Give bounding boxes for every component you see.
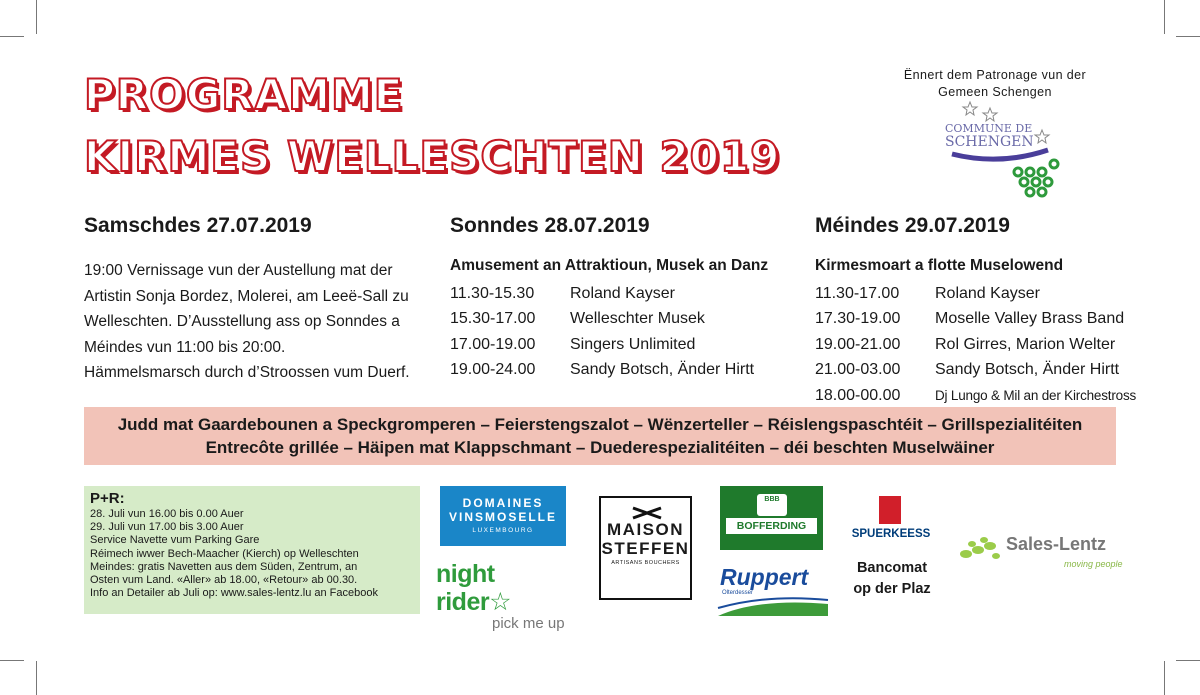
schedule-time: 19.00-24.00 <box>450 361 536 379</box>
schedule-act: Rol Girres, Marion Welter <box>935 335 1116 353</box>
schedule-act: Roland Kayser <box>570 284 675 302</box>
vinsmoselle-text: VINSMOSELLE <box>448 510 557 524</box>
poster-title-line1: PROGRAMME <box>84 70 404 119</box>
schedule-act: Roland Kayser <box>935 284 1040 302</box>
sunday-subtitle: Amusement an Attraktioun, Musek an Danz <box>450 257 769 274</box>
bofferding-text: BOFFERDING <box>726 518 817 534</box>
food-line2: Entrecôte grillée – Häipen mat Klappschmant – Duederespezialitéiten – déi beschten Muselwäiner <box>205 438 995 457</box>
bancomat-notice <box>836 558 948 600</box>
schedule-time: 19.00-21.00 <box>815 335 901 353</box>
commune-logo-text-2: SCHENGEN <box>945 134 1034 150</box>
schedule-act: Singers Unlimited <box>570 335 696 353</box>
spuerkeess-emblem <box>879 496 901 524</box>
day-heading-monday: Méindes 29.07.2019 <box>815 214 1010 237</box>
star-icon <box>963 102 977 115</box>
ruppert-logo <box>718 564 828 616</box>
schedule-time: 21.00-03.00 <box>815 361 901 379</box>
crop-mark <box>1176 36 1200 37</box>
luxembourg-text: LUXEMBOURG <box>472 527 534 534</box>
patronage-line2: Gemeen Schengen <box>938 85 1052 99</box>
night-rider-logo <box>436 560 576 632</box>
saturday-description <box>84 258 434 386</box>
schedule-time: 11.30-15.30 <box>450 284 535 302</box>
schedule-row <box>815 383 1136 409</box>
schedule-time: 15.30-17.00 <box>450 310 536 328</box>
schedule-time: 18.00-00.00 <box>815 386 901 404</box>
star-icon <box>983 108 997 121</box>
bancomat-line2: op der Plaz <box>853 581 931 597</box>
sales-lentz-logo <box>956 530 1126 574</box>
bofferding-logo <box>720 486 823 550</box>
ruppert-hill-graphic <box>718 594 828 616</box>
spuerkeess-logo <box>848 496 934 544</box>
park-and-ride-line: Meindes: gratis Navetten aus dem Süden, Zentrum, an <box>90 560 358 573</box>
crossed-knives-icon <box>631 506 663 520</box>
steffen-text: STEFFEN <box>601 539 690 558</box>
park-and-ride-box <box>84 486 420 614</box>
crop-mark <box>1164 661 1165 695</box>
park-and-ride-line: Osten vum Land. «Aller» ab 18.00, «Retour» ab 00.30. <box>90 574 358 587</box>
food-banner <box>84 407 1116 465</box>
park-and-ride-title: P+R: <box>90 490 125 507</box>
schedule-row <box>450 307 754 333</box>
crop-mark <box>1164 0 1165 34</box>
maison-steffen-logo <box>599 496 692 600</box>
bancomat-line1: Bancomat <box>856 560 928 576</box>
park-and-ride-line: Réimech iwwer Bech-Maacher (Kierch) op Welleschten <box>90 547 359 560</box>
saturday-line: Hämmelsmarsch durch d’Stroossen vum Duerf. <box>84 364 410 381</box>
crop-mark <box>36 0 37 34</box>
schedule-time: 17.00-19.00 <box>450 335 536 353</box>
schedule-row <box>815 307 1136 333</box>
saturday-line: 19:00 Vernissage vun der Austellung mat der <box>84 262 393 279</box>
schedule-time: 11.30-17.00 <box>815 284 900 302</box>
domaines-text: DOMAINES <box>462 496 544 510</box>
commune-schengen-logo <box>930 100 1080 200</box>
moving-people-text: moving people <box>1064 559 1123 569</box>
saturday-line: Méindes vun 11:00 bis 20:00. <box>84 338 286 356</box>
bofferding-crest: BBB <box>757 494 787 516</box>
park-and-ride-line: 29. Juli vun 17.00 bis 3.00 Auer <box>90 521 244 534</box>
ruppert-subtext: Olterdesser <box>722 590 754 596</box>
park-and-ride-line: Info an Detailer ab Juli op: www.sales-lentz.lu an Facebook <box>90 587 378 600</box>
park-and-ride-line: Service Navette vum Parking Gare <box>90 534 260 547</box>
crop-mark <box>1176 660 1200 661</box>
schedule-act: Sandy Botsch, Änder Hirtt <box>935 361 1120 379</box>
park-and-ride-line: 28. Juli vun 16.00 bis 0.00 Auer <box>90 508 244 520</box>
schedule-act: Welleschter Musek <box>570 310 705 328</box>
sunday-schedule <box>450 281 754 383</box>
schedule-act: Moselle Valley Brass Band <box>935 310 1125 328</box>
saturday-line: Artistin Sonja Bordez, Molerei, am Leeë-Sall zu <box>84 287 409 305</box>
schedule-row <box>450 358 754 384</box>
schedule-row <box>450 332 754 358</box>
day-heading-saturday: Samschdes 27.07.2019 <box>84 214 312 237</box>
star-icon <box>1035 130 1049 143</box>
monday-subtitle: Kirmesmoart a flotte Muselowend <box>815 257 1064 274</box>
patronage-line1: Ënnert dem Patronage vun der <box>903 68 1087 82</box>
sales-lentz-dots-icon <box>958 534 1004 564</box>
star-icon: ☆ <box>489 588 512 616</box>
poster-title-line2: KIRMES WELLESCHTEN 2019 <box>84 132 781 181</box>
monday-schedule <box>815 281 1136 409</box>
artisans-bouchers-text: ARTISANS BOUCHERS <box>611 560 680 566</box>
schedule-row <box>815 332 1136 358</box>
schedule-act: Sandy Botsch, Änder Hirtt <box>570 361 755 379</box>
schedule-time: 17.30-19.00 <box>815 310 901 328</box>
saturday-line: Welleschten. D’Ausstellung ass op Sonndes a <box>84 313 400 330</box>
crop-mark <box>0 36 24 37</box>
sales-lentz-text: Sales-Lentz <box>1006 534 1107 554</box>
schedule-row <box>815 358 1136 384</box>
commune-logo-text-1: COMMUNE DE <box>945 122 1033 135</box>
crop-mark <box>36 661 37 695</box>
schedule-row <box>815 281 1136 307</box>
ruppert-text: Ruppert <box>720 564 809 590</box>
patronage-notice <box>880 67 1110 101</box>
schedule-row <box>450 281 754 307</box>
crop-mark <box>0 660 24 661</box>
night-rider-text: night rider <box>436 560 495 616</box>
food-line1: Judd mat Gaardebounen a Speckgromperen – Feierstengszalot – Wënzerteller – Réislengspaschtéit – Grillspezialitéiten <box>117 415 1083 434</box>
day-heading-sunday: Sonndes 28.07.2019 <box>450 214 650 237</box>
spuerkeess-text: SPUERKEESS <box>851 528 931 540</box>
maison-text: MAISON <box>607 520 684 539</box>
pick-me-up-text: pick me up <box>492 615 565 632</box>
schedule-act: Dj Lungo & Mil an der Kirchestross <box>935 388 1137 404</box>
domaines-vinsmoselle-logo <box>440 486 566 546</box>
